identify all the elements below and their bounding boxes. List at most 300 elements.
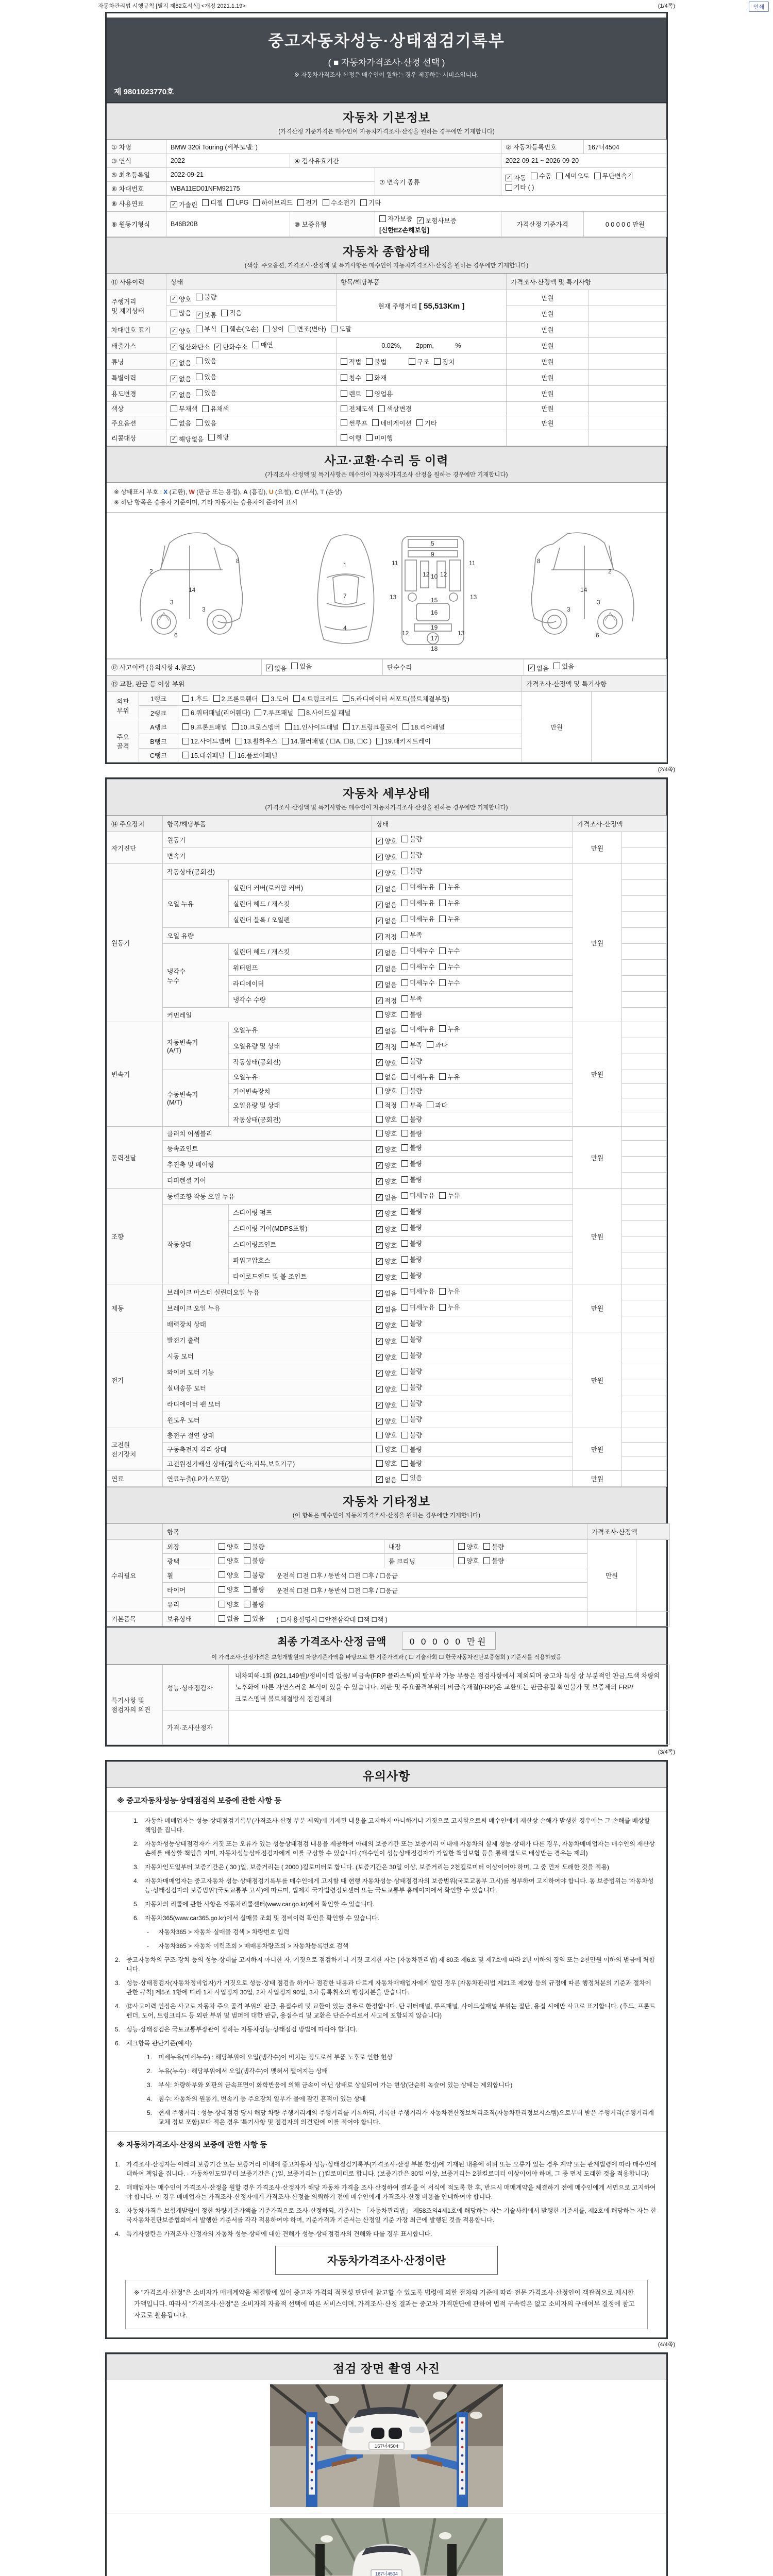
checkbox-화재[interactable] xyxy=(366,373,386,382)
table-cell xyxy=(622,1054,667,1070)
checkbox-있음[interactable] xyxy=(196,418,216,428)
checkbox-불량[interactable] xyxy=(401,1223,422,1232)
checkbox-label: 있음 xyxy=(299,663,312,670)
table-cell: 원동기 xyxy=(163,832,372,848)
unchecked-box-icon xyxy=(285,723,292,730)
table-cell: 작동상태 xyxy=(163,1205,229,1284)
checkbox-label: 불량 xyxy=(410,1460,423,1468)
checkbox-양호[interactable] xyxy=(376,1416,397,1426)
unchecked-box-icon xyxy=(341,434,347,441)
checkbox-19.패키지트레이[interactable] xyxy=(376,736,431,745)
checkbox-유채색[interactable] xyxy=(202,404,229,413)
checkbox-10.크로스멤버[interactable] xyxy=(232,722,280,732)
table-cell xyxy=(178,706,522,720)
checkbox-부족[interactable] xyxy=(401,930,422,939)
unchecked-box-icon xyxy=(439,884,446,890)
checkbox-없음[interactable] xyxy=(376,916,397,925)
checkbox-불량[interactable] xyxy=(401,1143,422,1152)
checkbox-불량[interactable] xyxy=(401,1159,422,1168)
checkbox-없음[interactable] xyxy=(376,1072,397,1081)
checkbox-없음[interactable] xyxy=(171,418,191,428)
checkbox-무채색[interactable] xyxy=(171,404,197,413)
unchecked-box-icon xyxy=(401,947,408,954)
table-cell xyxy=(636,1612,670,1626)
checkbox-미세누유[interactable] xyxy=(401,914,434,923)
checkbox-label: 없음 xyxy=(179,360,192,367)
photo-front-svg xyxy=(270,2384,503,2507)
checkbox-불량[interactable] xyxy=(401,834,422,843)
checkbox-하이브리드[interactable] xyxy=(253,198,292,207)
table-row xyxy=(107,416,667,430)
checkbox-label: 많음 xyxy=(179,310,192,317)
checkbox-16.플로어패널[interactable] xyxy=(229,751,278,760)
checkbox-누유[interactable] xyxy=(439,1191,460,1200)
inspection-photo-front xyxy=(107,2380,666,2514)
checkbox-없음[interactable] xyxy=(171,390,191,399)
checkbox-9.프론트패널[interactable] xyxy=(182,722,227,732)
remarks-group-label: 특기사항 및 점검자의 의견 xyxy=(107,1665,163,1745)
checkbox-색상변경[interactable] xyxy=(378,404,411,413)
unchecked-box-icon xyxy=(402,723,409,730)
checkbox-자동[interactable] xyxy=(506,173,526,182)
notice-text: 체크항목 판단기준(예시) xyxy=(126,2040,192,2047)
checkbox-적정[interactable] xyxy=(376,996,397,1005)
checked-box-icon: ✓ xyxy=(377,1242,382,1248)
table-cell xyxy=(622,1173,667,1189)
checked-box-icon: ✓ xyxy=(171,375,177,382)
checkbox-6.쿼터패널(리어휀다)[interactable] xyxy=(182,708,250,717)
checkbox-label: 양호 xyxy=(384,1354,397,1362)
checkbox-13.휠하우스[interactable] xyxy=(236,736,278,745)
checkbox-양호[interactable] xyxy=(376,1257,397,1266)
checkbox-가솔린[interactable] xyxy=(171,200,197,209)
table-cell: 클러치 어셈블리 xyxy=(163,1126,372,1141)
checkbox-불량[interactable] xyxy=(401,1350,422,1360)
checkbox-2.프론트휀더[interactable] xyxy=(213,694,258,703)
field-label: ① 차명 xyxy=(107,140,166,154)
checkbox-label: 양호 xyxy=(466,1557,479,1565)
checkbox-양호[interactable] xyxy=(376,1177,397,1186)
checkbox-양호[interactable] xyxy=(376,1225,397,1234)
checkbox-label: 불량 xyxy=(410,1208,423,1216)
checkbox-누유[interactable] xyxy=(439,898,460,907)
notice-item xyxy=(147,2080,657,2090)
checkbox-매연[interactable] xyxy=(253,340,273,349)
checkbox-양호[interactable] xyxy=(376,1459,397,1468)
checked-box-icon: ✓ xyxy=(377,1417,382,1424)
checkbox-보험사보증[interactable] xyxy=(417,216,456,225)
table-cell xyxy=(372,1098,573,1112)
checkbox-11.인사이드패널[interactable] xyxy=(285,722,339,732)
final-price-note: 이 가격조사·산정가격은 보험개발원의 차량기준가액을 바탕으로 한 기준가격과 ( ☐ 기술사회 ☐ 한국자동차진단보증협회 ) 기준서를 적용하였음 xyxy=(211,1654,562,1660)
checked-box-icon: ✓ xyxy=(377,869,382,876)
checkbox-불량[interactable] xyxy=(401,1334,422,1344)
checkbox-label: 불량 xyxy=(252,1601,265,1608)
unchecked-box-icon xyxy=(401,1256,408,1263)
checkbox-양호[interactable] xyxy=(219,1585,239,1594)
checkbox-불량[interactable] xyxy=(401,1175,422,1184)
table-cell xyxy=(372,1008,573,1022)
unchecked-box-icon xyxy=(343,695,349,702)
checkbox-불량[interactable] xyxy=(401,1207,422,1216)
checkbox-label: 미이행 xyxy=(374,434,393,442)
table-cell: 실린더 커버(로커암 커버) xyxy=(229,880,372,896)
svg-text:18: 18 xyxy=(431,645,438,652)
checkbox-불량[interactable] xyxy=(401,1056,422,1065)
print-button[interactable]: 인쇄 xyxy=(749,2,769,12)
checkbox-상이[interactable] xyxy=(263,324,284,333)
checkbox-없음[interactable] xyxy=(171,358,191,367)
checkbox-보통[interactable] xyxy=(196,310,216,319)
checkbox-양호[interactable] xyxy=(376,1430,397,1439)
notice-text: 자동차의 리콜에 관한 사항은 자동차리콜센터(www.car.go.kr)에서 확인할 수 있습니다. xyxy=(145,1901,375,1908)
checkbox-기타 ( )[interactable] xyxy=(506,182,534,192)
table-cell xyxy=(372,976,573,992)
checkbox-해당없음[interactable] xyxy=(171,434,204,444)
table-cell: 만원 xyxy=(573,1428,622,1471)
checkbox-수소전기[interactable] xyxy=(323,198,356,207)
table-row xyxy=(107,1583,670,1598)
notice-text: 현재 주행거리 : 성능·상태점검 당시 해당 차량 주행거리계의 주행거리를 기록하되, 기록한 주행거리가 자동차전산정보처리조직(자동차관리정보시스템)으로부터 받은 주행거리(주행거리계 교체 정보 포함)보다 적은 경우 '특기사항 및 점검자의 의견'란에 이를 적어야 합니다. xyxy=(158,2109,654,2126)
checkbox-불량[interactable] xyxy=(401,1318,422,1328)
checkbox-1.후드[interactable] xyxy=(182,694,209,703)
checkbox-있음[interactable] xyxy=(196,372,216,381)
checkbox-렌트[interactable] xyxy=(341,389,361,398)
checkbox-양호[interactable] xyxy=(376,1241,397,1250)
checkbox-불량[interactable] xyxy=(401,1382,422,1392)
checkbox-훼손(오손)[interactable] xyxy=(221,324,259,333)
checkbox-기타[interactable] xyxy=(360,198,381,207)
checkbox-적정[interactable] xyxy=(376,1100,397,1110)
checkbox-없음[interactable] xyxy=(376,900,397,909)
checkbox-label: 양호 xyxy=(384,1242,397,1250)
checkbox-과다[interactable] xyxy=(427,1100,447,1110)
checkbox-없음[interactable] xyxy=(376,1193,397,1202)
checkbox-양호[interactable] xyxy=(376,1320,397,1330)
checkbox-누유[interactable] xyxy=(439,1302,460,1312)
checkbox-불량[interactable] xyxy=(401,1445,422,1454)
checkbox-없음[interactable] xyxy=(376,884,397,893)
checkbox-누수[interactable] xyxy=(439,978,460,987)
unchecked-box-icon xyxy=(401,1025,408,1032)
checkbox-양호[interactable] xyxy=(376,1445,397,1454)
checkbox-불량[interactable] xyxy=(483,1542,504,1551)
checkbox-불량[interactable] xyxy=(401,1239,422,1248)
table-cell: 기본품목 xyxy=(107,1612,163,1626)
checked-box-icon: ✓ xyxy=(377,1369,382,1376)
rank-label: C랭크 xyxy=(139,748,178,762)
checkbox-label: 적정 xyxy=(384,934,397,941)
checkbox-미세누수[interactable] xyxy=(401,978,434,987)
table-cell: 조향 xyxy=(107,1189,163,1284)
checked-box-icon: ✓ xyxy=(377,1059,382,1066)
unchecked-box-icon xyxy=(401,836,408,842)
simple-repair-label: 단순수리 xyxy=(383,659,524,675)
checkbox-없음[interactable] xyxy=(171,374,191,383)
checkbox-label: 없음 xyxy=(384,1073,397,1081)
etc-table xyxy=(107,1523,670,1626)
checkbox-있음[interactable] xyxy=(196,356,216,365)
table-cell: 차대번호 표기 xyxy=(107,322,166,338)
checkbox-양호[interactable] xyxy=(376,1129,397,1138)
checkbox-과다[interactable] xyxy=(427,1040,447,1049)
checkbox-12.사이드멤버[interactable] xyxy=(182,736,231,745)
checkbox-무단변속기[interactable] xyxy=(594,171,633,180)
checkbox-label: 영업용 xyxy=(374,390,393,398)
checkbox-label: 양호 xyxy=(384,1418,397,1426)
checkbox-18.리어패널[interactable] xyxy=(402,722,445,732)
checkbox-없음[interactable] xyxy=(376,980,397,989)
checkbox-3.도어[interactable] xyxy=(262,694,289,703)
checkbox-적음[interactable] xyxy=(221,308,242,317)
checkbox-5.라디에이터 서포트(볼트체결부품)[interactable] xyxy=(343,694,449,703)
base-price-value: 0 0 0 0 0 만원 xyxy=(584,212,667,237)
checkbox-label: 6.쿼터패널(리어휀다) xyxy=(191,709,250,717)
table-cell: 수리필요 xyxy=(107,1539,163,1612)
checkbox-양호[interactable] xyxy=(376,1352,397,1362)
checkbox-불량[interactable] xyxy=(401,1459,422,1468)
unchecked-box-icon xyxy=(401,1460,408,1467)
checkbox-누유[interactable] xyxy=(439,914,460,923)
checkbox-label: 19.패키지트레이 xyxy=(384,738,431,745)
table-cell xyxy=(166,354,337,370)
checkbox-누유[interactable] xyxy=(439,882,460,891)
checkbox-불량[interactable] xyxy=(401,1414,422,1423)
checkbox-양호[interactable] xyxy=(219,1542,239,1551)
table-row xyxy=(107,1539,670,1554)
unchecked-box-icon xyxy=(401,1320,408,1327)
checkbox-전기[interactable] xyxy=(297,198,318,207)
checkbox-디젤[interactable] xyxy=(202,198,223,207)
checkbox-불량[interactable] xyxy=(244,1556,264,1565)
checkbox-불량[interactable] xyxy=(401,1255,422,1264)
checkbox-누수[interactable] xyxy=(439,946,460,955)
checkbox-누유[interactable] xyxy=(439,1286,460,1296)
checkbox-부족[interactable] xyxy=(401,1100,422,1110)
notice-number: 6. xyxy=(115,2040,121,2047)
checkbox-label: 양호 xyxy=(384,870,397,877)
checkbox-양호[interactable] xyxy=(376,1273,397,1282)
checked-box-icon: ✓ xyxy=(377,1321,382,1328)
checkbox-양호[interactable] xyxy=(219,1600,239,1609)
checkbox-해당[interactable] xyxy=(208,432,229,442)
checkbox-불량[interactable] xyxy=(401,1010,422,1019)
checkbox-label: LPG xyxy=(236,199,249,206)
table-cell: 룸 크리닝 xyxy=(384,1554,454,1568)
table-cell xyxy=(372,1348,573,1364)
checked-box-icon: ✓ xyxy=(377,853,382,860)
checkbox-label: 있음 xyxy=(204,419,217,427)
checkbox-있음[interactable] xyxy=(196,388,216,397)
checked-box-icon: ✓ xyxy=(377,901,382,908)
checkbox-미세누유[interactable] xyxy=(401,1072,434,1081)
unchecked-box-icon xyxy=(289,326,295,332)
checkbox-불량[interactable] xyxy=(401,1270,422,1280)
checkbox-미세누유[interactable] xyxy=(401,882,434,891)
checkbox-누수[interactable] xyxy=(439,962,460,971)
checkbox-불량[interactable] xyxy=(244,1542,264,1551)
status-code-legend xyxy=(107,483,666,513)
checkbox-15.대쉬패널[interactable] xyxy=(182,751,225,760)
checkbox-미세누유[interactable] xyxy=(401,1024,434,1033)
checkbox-label: 탄화수소 xyxy=(223,344,248,351)
checkbox-양호[interactable] xyxy=(376,1384,397,1394)
table-cell: 만원 xyxy=(573,1189,622,1284)
checkbox-불량[interactable] xyxy=(244,1600,264,1609)
checkbox-양호[interactable] xyxy=(376,1368,397,1378)
checkbox-미세누유[interactable] xyxy=(401,1302,434,1312)
checkbox-미세누유[interactable] xyxy=(401,1191,434,1200)
checkbox-label: 불량 xyxy=(410,1256,423,1264)
unchecked-box-icon xyxy=(378,405,385,412)
table-cell xyxy=(214,1597,587,1612)
checkbox-양호[interactable] xyxy=(376,1086,397,1095)
checkbox-양호[interactable] xyxy=(458,1556,479,1565)
notice-text: 부식: 차량하부와 외판의 금속표면이 화학반응에 의해 금속이 아닌 상태로 상실되어 가는 현상(단순히 녹슬어 있는 상태는 제외합니다) xyxy=(158,2081,513,2089)
checkbox-양호[interactable] xyxy=(376,868,397,877)
checkbox-있음[interactable] xyxy=(401,1473,422,1482)
checkbox-탄화수소[interactable] xyxy=(214,342,247,351)
detail-subtitle: (가격조사·산정액 및 특기사항은 매수인이 자동차가격조사·산정을 원하는 경우에만 기재합니다) xyxy=(265,805,508,811)
checkbox-양호[interactable] xyxy=(458,1542,479,1551)
checkbox-영업용[interactable] xyxy=(366,389,393,398)
checkbox-미세누유[interactable] xyxy=(401,898,434,907)
checkbox-없음[interactable] xyxy=(376,1475,397,1484)
checkbox-LPG[interactable] xyxy=(227,199,248,206)
checkbox-미세누수[interactable] xyxy=(401,962,434,971)
table-cell xyxy=(589,370,667,386)
checkbox-이행[interactable] xyxy=(341,433,361,443)
checkbox-침수[interactable] xyxy=(341,373,361,382)
checkbox-불량[interactable] xyxy=(483,1556,504,1565)
checkbox-없음[interactable] xyxy=(376,948,397,957)
top-meta-line xyxy=(98,2,675,10)
checkbox-양호[interactable] xyxy=(376,1058,397,1067)
unchecked-box-icon xyxy=(244,1615,250,1622)
checkbox-불량[interactable] xyxy=(401,1114,422,1124)
checkbox-기타[interactable] xyxy=(416,418,437,428)
table-cell: 와이퍼 모터 기능 xyxy=(163,1364,372,1380)
checkbox-전체도색[interactable] xyxy=(341,404,374,413)
checkbox-없음[interactable] xyxy=(376,1304,397,1314)
unchecked-box-icon xyxy=(401,979,408,986)
checkbox-없음[interactable] xyxy=(376,1289,397,1298)
checkbox-양호[interactable] xyxy=(376,1400,397,1410)
checkbox-미세누유[interactable] xyxy=(401,1286,434,1296)
checkbox-구조[interactable] xyxy=(409,357,429,366)
checkbox-8.사이드실 패널[interactable] xyxy=(298,708,350,717)
checkbox-수동[interactable] xyxy=(531,171,551,180)
checkbox-자가보증[interactable] xyxy=(379,214,412,223)
checkbox-불량[interactable] xyxy=(401,1086,422,1095)
table-row xyxy=(107,1428,667,1443)
checkbox-부족[interactable] xyxy=(401,1040,422,1049)
svg-text:5: 5 xyxy=(431,539,434,547)
checkbox-양호[interactable] xyxy=(171,294,191,303)
checkbox-도말[interactable] xyxy=(331,324,351,333)
unchecked-box-icon xyxy=(594,173,601,179)
checkbox-label: 없음 xyxy=(536,665,549,672)
checkbox-양호[interactable] xyxy=(219,1570,239,1580)
checkbox-없음[interactable] xyxy=(376,964,397,973)
checkbox-17.트렁크플로어[interactable] xyxy=(343,722,398,732)
checkbox-미이행[interactable] xyxy=(366,433,393,443)
checkbox-양호[interactable] xyxy=(171,326,191,335)
checkbox-부식[interactable] xyxy=(196,324,216,333)
checkbox-미세누수[interactable] xyxy=(401,946,434,955)
checkbox-label: 미세누유 xyxy=(410,1073,435,1081)
checkbox-양호[interactable] xyxy=(219,1556,239,1565)
checkbox-불량[interactable] xyxy=(244,1585,264,1594)
unchecked-box-icon xyxy=(196,374,203,380)
checkbox-누유[interactable] xyxy=(439,1024,460,1033)
basic-info-header xyxy=(107,103,666,140)
checkbox-많음[interactable] xyxy=(171,308,191,317)
checkbox-4.트렁크리드[interactable] xyxy=(293,694,338,703)
checkbox-있음[interactable] xyxy=(244,1614,264,1623)
checkbox-양호[interactable] xyxy=(376,1209,397,1218)
checkbox-양호[interactable] xyxy=(376,1010,397,1019)
unchecked-box-icon xyxy=(401,1336,408,1343)
checkbox-누유[interactable] xyxy=(439,1072,460,1081)
checkbox-14.필러패널 ( ☐A, ☐B, ☐C )[interactable] xyxy=(282,736,372,745)
checkbox-양호[interactable] xyxy=(376,836,397,845)
checkbox-불법[interactable] xyxy=(366,357,386,366)
checkbox-양호[interactable] xyxy=(376,1161,397,1170)
col-header: 항목 xyxy=(163,1523,587,1539)
checkbox-있음[interactable] xyxy=(291,662,312,671)
table-cell: 만원 xyxy=(573,1284,622,1332)
checkbox-부족[interactable] xyxy=(401,994,422,1003)
table-cell xyxy=(166,290,337,306)
checkbox-양호[interactable] xyxy=(376,1336,397,1346)
table-row xyxy=(107,1189,667,1205)
checkbox-양호[interactable] xyxy=(376,852,397,861)
checkbox-불량[interactable] xyxy=(401,1366,422,1376)
checkbox-불량[interactable] xyxy=(196,292,216,301)
checkbox-불량[interactable] xyxy=(244,1570,264,1580)
checkbox-장치[interactable] xyxy=(434,357,455,366)
unchecked-box-icon xyxy=(213,695,220,702)
checkbox-양호[interactable] xyxy=(376,1114,397,1124)
checkbox-변조(변타)[interactable] xyxy=(289,324,326,333)
checkbox-있음[interactable] xyxy=(553,662,574,671)
checkbox-7.루프패널[interactable] xyxy=(255,708,293,717)
checkbox-네비게이션[interactable] xyxy=(372,418,411,428)
checkbox-불량[interactable] xyxy=(401,866,422,875)
checkbox-없음[interactable] xyxy=(528,664,549,673)
checkbox-썬루프[interactable] xyxy=(341,418,367,428)
svg-text:7: 7 xyxy=(343,592,347,600)
checkbox-불량[interactable] xyxy=(401,1398,422,1408)
checkbox-세미오토[interactable] xyxy=(556,171,589,180)
checkbox-양호[interactable] xyxy=(376,1145,397,1154)
checkbox-없음[interactable] xyxy=(266,664,287,673)
table-cell xyxy=(166,430,337,446)
checkbox-일산화탄소[interactable] xyxy=(171,342,210,351)
checkbox-label: 미세누유 xyxy=(410,1304,435,1312)
checkbox-적법[interactable] xyxy=(341,357,361,366)
checkbox-없음[interactable] xyxy=(219,1614,239,1623)
checkbox-없음[interactable] xyxy=(376,1026,397,1036)
checkbox-불량[interactable] xyxy=(401,1430,422,1439)
checkbox-불량[interactable] xyxy=(401,850,422,859)
checkbox-불량[interactable] xyxy=(401,1129,422,1138)
checkbox-적정[interactable] xyxy=(376,1042,397,1052)
unchecked-box-icon xyxy=(282,738,289,744)
unchecked-box-icon xyxy=(401,995,408,1002)
checkbox-적정[interactable] xyxy=(376,932,397,941)
